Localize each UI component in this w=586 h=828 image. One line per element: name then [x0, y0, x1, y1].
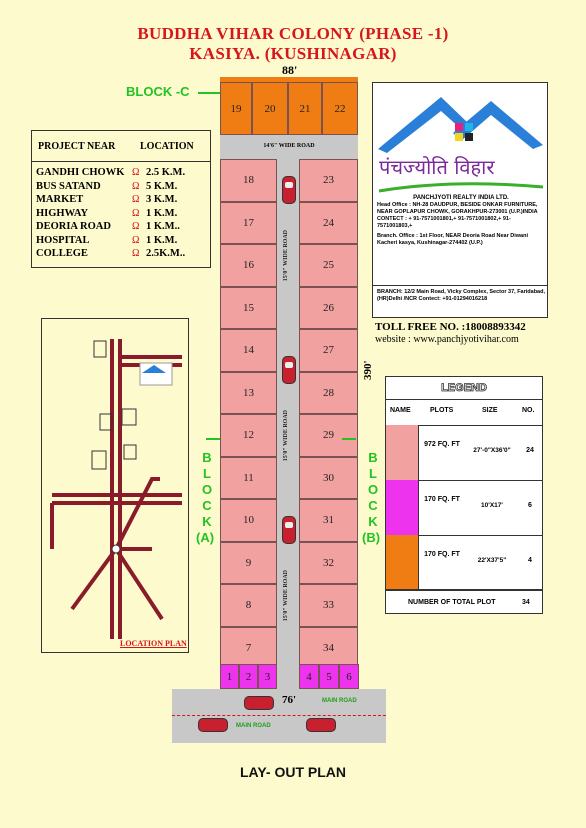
block-c-label: BLOCK -C — [126, 84, 190, 99]
place-name: COLLEGE — [36, 248, 88, 259]
distance-icon: Ω — [132, 248, 140, 259]
place-name: MARKET — [36, 194, 84, 205]
page-title: BUDDHA VIHAR COLONY (PHASE -1) — [137, 24, 449, 43]
plot-31: 31 — [299, 499, 358, 542]
plot-7: 7 — [220, 627, 277, 670]
block-letter: B — [368, 450, 378, 465]
main-road-label-1: MAIN ROAD — [322, 698, 357, 704]
block-letter: C — [368, 498, 378, 513]
legend-size: 10'X17' — [481, 502, 503, 509]
legend-swatch — [386, 535, 419, 590]
legend-count: 4 — [528, 557, 532, 564]
plot-8: 8 — [220, 584, 277, 627]
plot-29: 29 — [299, 414, 358, 457]
block-letter: L — [369, 466, 377, 481]
plot-10: 10 — [220, 499, 277, 542]
place-name: GANDHI CHOWK — [36, 167, 125, 178]
place-name: DEORIA ROAD — [36, 221, 111, 232]
plot-32: 32 — [299, 542, 358, 585]
location-plan-label: LOCATION PLAN — [120, 639, 187, 648]
plot-28: 28 — [299, 372, 358, 415]
plot-30: 30 — [299, 457, 358, 500]
car-icon — [282, 176, 296, 204]
block-letter: O — [367, 482, 379, 497]
road-label-3: 15'0" WIDE ROAD — [283, 570, 289, 622]
place-distance: 1 K.M. — [146, 207, 178, 219]
plot-24: 24 — [299, 202, 358, 245]
location-header: LOCATION — [140, 141, 194, 152]
block-letter: C — [202, 498, 212, 513]
block-a-arrow — [206, 438, 220, 440]
plot-14: 14 — [220, 329, 277, 372]
legend-title: LEGEND — [441, 382, 487, 394]
plot-11: 11 — [220, 457, 277, 500]
place-distance: 3 K.M. — [146, 194, 178, 205]
toll-free: TOLL FREE NO. :18008893342 — [375, 321, 526, 333]
block-letter: L — [203, 466, 211, 481]
block-b-label — [362, 450, 381, 546]
legend-swatch — [386, 425, 419, 480]
plot-15: 15 — [220, 287, 277, 330]
legend-plots: 972 FQ. FT — [424, 441, 460, 448]
header-divider — [32, 161, 210, 162]
legend-size: 27'-0"X36'0" — [473, 447, 511, 454]
legend-plots: 170 FQ. FT — [424, 496, 460, 503]
plot-1: 1 — [220, 664, 239, 689]
distance-icon: Ω — [132, 207, 140, 219]
bottom-dimension: 76' — [282, 694, 297, 706]
legend-header-plots: PLOTS — [430, 407, 454, 414]
plot-20: 20 — [252, 82, 288, 135]
plot-9: 9 — [220, 542, 277, 585]
car-icon — [306, 718, 336, 732]
plot-27: 27 — [299, 329, 358, 372]
block-letter: K — [368, 514, 378, 529]
place-name: HOSPITAL — [36, 234, 90, 246]
car-icon — [282, 516, 296, 544]
plot-5: 5 — [319, 664, 339, 689]
plot-33: 33 — [299, 584, 358, 627]
block-letter: (A) — [196, 530, 215, 545]
legend-plots: 170 FQ. FT — [424, 551, 460, 558]
block-letter: K — [202, 514, 212, 529]
top-road: 14'6" WIDE ROAD — [220, 135, 358, 159]
plot-3: 3 — [258, 664, 277, 689]
place-name: BUS SATAND — [36, 180, 101, 192]
legend-size: 22'X37'5" — [477, 557, 507, 564]
place-distance: 2.5K.M.. — [146, 248, 186, 259]
car-icon — [198, 718, 228, 732]
distance-icon: Ω — [132, 234, 140, 246]
legend-count: 6 — [528, 502, 532, 509]
distance-icon: Ω — [132, 180, 140, 192]
footer-title: LAY- OUT PLAN — [239, 764, 347, 780]
plot-18: 18 — [220, 159, 277, 202]
plot-17: 17 — [220, 202, 277, 245]
place-distance: 1 K.M.. — [146, 221, 180, 232]
block-letter: (B) — [362, 530, 381, 545]
project-near-box — [31, 130, 211, 268]
location-map — [42, 319, 188, 652]
road-divider — [172, 715, 386, 716]
company-details: PANCHJYOTI REALTY INDIA LTD. Head Office : NH-28 DAUDPUR, BESIDE ONKAR FURNITURE, NEAR GOPLAPUR CHOWK, GORAKHPUR-273001 (U.P.)INDIA CONTECT : + 91-7571001801,+ 91-7571001802,+ 91-7571001803,+ Branch. Office : 1st Floor, NEAR Deoria Road Near Diwani Kacheri kasya, Kushinagar-274402 (U.P.) — [377, 195, 538, 246]
legend-header-no: NO. — [522, 407, 535, 414]
plot-25: 25 — [299, 244, 358, 287]
place-distance: 5 K.M. — [146, 180, 178, 192]
block-c-arrow — [198, 92, 220, 94]
car-icon — [282, 356, 296, 384]
place-name: HIGHWAY — [36, 207, 89, 219]
legend-count: 24 — [526, 447, 534, 454]
plot-13: 13 — [220, 372, 277, 415]
block-letter: O — [201, 482, 213, 497]
block-a-label — [196, 450, 215, 546]
legend-header-name: NAME — [390, 407, 411, 414]
plot-26: 26 — [299, 287, 358, 330]
legend-header-size: SIZE — [482, 407, 498, 414]
top-dimension: 88' — [282, 63, 298, 77]
distance-icon: Ω — [132, 221, 140, 232]
road-label-1: 15'0" WIDE ROAD — [283, 230, 289, 282]
project-near-header: PROJECT NEAR — [38, 141, 116, 152]
branch-details: BRANCH: 12/2 Main Road, Vicky Complex, Sector 37, Faridabad, (HR)Delhi /NCR Contect: +91-01294016218 — [377, 289, 546, 302]
place-distance: 2.5 K.M. — [146, 167, 186, 178]
plot-12: 12 — [220, 414, 277, 457]
car-icon — [244, 696, 274, 710]
plot-4: 4 — [299, 664, 319, 689]
block-b-arrow — [342, 438, 356, 440]
plot-34: 34 — [299, 627, 358, 670]
place-distance: 1 K.M. — [146, 234, 178, 246]
plot-2: 2 — [239, 664, 258, 689]
plot-23: 23 — [299, 159, 358, 202]
distance-icon: Ω — [132, 194, 140, 205]
distance-icon: Ω — [132, 167, 140, 178]
block-letter: B — [202, 450, 212, 465]
page-subtitle: KASIYA. (KUSHINAGAR) — [189, 44, 397, 63]
plot-6: 6 — [339, 664, 359, 689]
website: website : www.panchjyotivihar.com — [375, 334, 519, 345]
side-dimension: 390' — [362, 360, 374, 380]
plot-22: 22 — [322, 82, 358, 135]
road-label-2: 15'0" WIDE ROAD — [283, 410, 289, 462]
legend-total: 34 — [522, 599, 530, 606]
legend-box — [385, 376, 543, 614]
legend-total-label: NUMBER OF TOTAL PLOT — [408, 599, 496, 606]
plot-16: 16 — [220, 244, 277, 287]
legend-swatch — [386, 480, 419, 535]
plot-19: 19 — [220, 82, 252, 135]
company-box — [372, 82, 548, 318]
logo-text: पंचज्योति विहार — [379, 155, 495, 179]
plot-21: 21 — [288, 82, 322, 135]
location-plan — [41, 318, 189, 653]
main-road-label-2: MAIN ROAD — [236, 723, 271, 729]
